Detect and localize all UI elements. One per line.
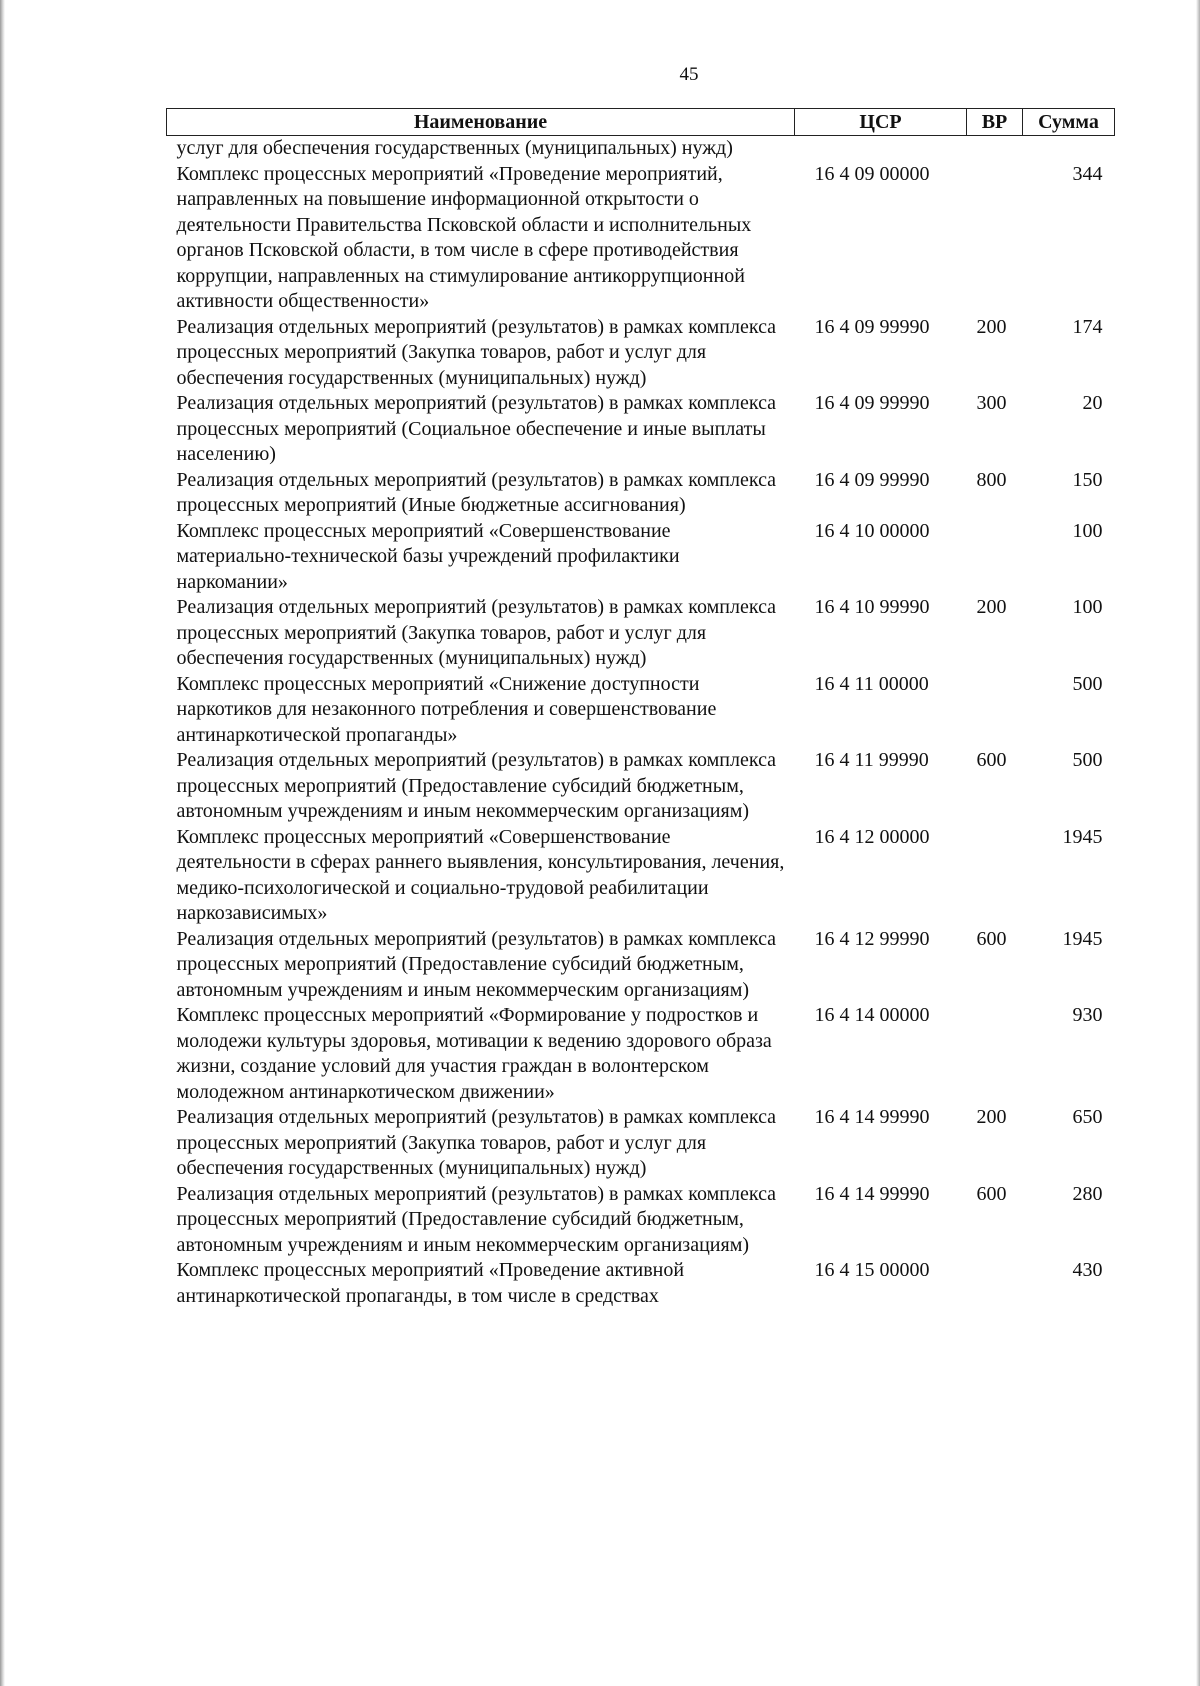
table-row bbox=[167, 468, 1115, 519]
budget-table bbox=[166, 108, 1115, 1309]
row-name: Реализация отдельных мероприятий (результатов) в рамках комплекса процессных мероприятий (Закупка товаров, работ и услуг для обеспечения государственных (муниципальных) нужд) bbox=[176, 315, 777, 389]
table-row bbox=[167, 825, 1115, 927]
table-header bbox=[167, 109, 1115, 136]
row-csr: 16 4 14 00000 bbox=[814, 1004, 930, 1026]
row-csr: 16 4 14 99990 bbox=[814, 1182, 930, 1205]
table-row bbox=[167, 519, 1115, 596]
row-vr bbox=[967, 825, 1023, 927]
row-csr: 16 4 10 00000 bbox=[814, 519, 930, 542]
table-row bbox=[167, 1003, 1115, 1105]
row-sum: 1945 bbox=[1062, 825, 1103, 848]
row-csr: 16 4 14 99990 bbox=[814, 1106, 930, 1128]
table-row bbox=[167, 595, 1115, 672]
row-csr: 16 4 11 00000 bbox=[814, 672, 929, 695]
row-sum: 344 bbox=[1072, 162, 1103, 185]
row-sum: 100 bbox=[1072, 596, 1103, 618]
table-row bbox=[167, 162, 1115, 315]
row-name: Комплекс процессных мероприятий «Совершенствование деятельности в сферах раннего выявления, консультирования, лечения, медико-психологической и социально-трудовой реабилитации наркозависимых» bbox=[176, 825, 785, 924]
row-sum: 150 bbox=[1072, 468, 1103, 491]
row-name: Реализация отдельных мероприятий (результатов) в рамках комплекса процессных мероприятий (Закупка товаров, работ и услуг для обеспечения государственных (муниципальных) нужд) bbox=[176, 1106, 777, 1179]
row-name: Реализация отдельных мероприятий (результатов) в рамках комплекса процессных мероприятий (Социальное обеспечение и иные выплаты населению) bbox=[176, 392, 777, 465]
row-vr bbox=[967, 1003, 1023, 1105]
row-sum: 100 bbox=[1072, 519, 1103, 542]
table-row bbox=[167, 672, 1115, 749]
header-name: Наименование bbox=[167, 109, 795, 136]
scan-edge-right bbox=[1196, 0, 1200, 1686]
row-csr: 16 4 12 00000 bbox=[814, 825, 930, 848]
row-vr bbox=[967, 1258, 1023, 1309]
row-sum: 650 bbox=[1072, 1106, 1103, 1128]
row-name: Комплекс процессных мероприятий «Совершенствование материально-технической базы учреждений профилактики наркомании» bbox=[176, 519, 680, 593]
row-csr: 16 4 09 99990 bbox=[814, 315, 930, 338]
row-csr: 16 4 12 99990 bbox=[814, 927, 930, 950]
row-sum: 430 bbox=[1072, 1259, 1103, 1281]
table-row bbox=[167, 391, 1115, 468]
header-row bbox=[167, 109, 1115, 136]
table-row bbox=[167, 748, 1115, 825]
row-name: Реализация отдельных мероприятий (результатов) в рамках комплекса процессных мероприятий (Предоставление субсидий бюджетным, автономным учреждениям и иным некоммерческим организациям) bbox=[176, 927, 777, 1001]
row-csr: 16 4 11 99990 bbox=[814, 749, 929, 771]
row-vr: 600 bbox=[976, 749, 1007, 771]
page-number: 45 bbox=[679, 64, 699, 85]
row-sum: 174 bbox=[1072, 315, 1103, 338]
row-vr: 200 bbox=[976, 596, 1007, 618]
row-vr: 800 bbox=[976, 468, 1007, 491]
row-vr bbox=[967, 136, 1023, 162]
table-row bbox=[167, 136, 1115, 162]
row-name: Реализация отдельных мероприятий (результатов) в рамках комплекса процессных мероприятий (Предоставление субсидий бюджетным, автономным учреждениям и иным некоммерческим организациям) bbox=[176, 749, 777, 822]
row-name: Реализация отдельных мероприятий (результатов) в рамках комплекса процессных мероприятий (Предоставление субсидий бюджетным, автономным учреждениям и иным некоммерческим организациям) bbox=[176, 1182, 777, 1256]
row-name: Комплекс процессных мероприятий «Проведение активной антинаркотической пропаганды, в том числе в средствах bbox=[176, 1259, 685, 1307]
row-name: услуг для обеспечения государственных (муниципальных) нужд) bbox=[176, 137, 733, 159]
table-row bbox=[167, 1182, 1115, 1259]
row-csr: 16 4 09 99990 bbox=[814, 468, 930, 491]
row-vr bbox=[967, 519, 1023, 596]
row-sum bbox=[1023, 136, 1115, 162]
row-csr: 16 4 09 99990 bbox=[814, 392, 930, 414]
row-name: Комплекс процессных мероприятий «Формирование у подростков и молодежи культуры здоровья, мотивации к ведению здорового образа жизни, создание условий для участия граждан в волонтерском молодежном антинаркотическом движении» bbox=[176, 1004, 772, 1103]
table-row bbox=[167, 1105, 1115, 1182]
row-vr: 200 bbox=[976, 315, 1007, 338]
row-name: Реализация отдельных мероприятий (результатов) в рамках комплекса процессных мероприятий (Иные бюджетные ассигнования) bbox=[176, 468, 777, 516]
header-sum: Сумма bbox=[1023, 109, 1115, 136]
row-sum: 500 bbox=[1072, 749, 1103, 771]
row-sum: 930 bbox=[1072, 1004, 1103, 1026]
row-sum: 1945 bbox=[1062, 927, 1103, 950]
row-csr: 16 4 15 00000 bbox=[814, 1259, 930, 1281]
header-vr: ВР bbox=[967, 109, 1023, 136]
row-vr: 600 bbox=[976, 927, 1007, 950]
table-row bbox=[167, 927, 1115, 1004]
row-vr bbox=[967, 162, 1023, 315]
row-csr: 16 4 10 99990 bbox=[814, 596, 930, 618]
table-body bbox=[167, 136, 1115, 1310]
row-csr bbox=[795, 136, 967, 162]
row-sum: 280 bbox=[1072, 1182, 1103, 1205]
table-row bbox=[167, 1258, 1115, 1309]
page-number-container bbox=[0, 64, 1200, 86]
row-name: Комплекс процессных мероприятий «Снижение доступности наркотиков для незаконного потребления и совершенствование антинаркотической пропаганды» bbox=[176, 672, 717, 746]
row-vr: 600 bbox=[976, 1182, 1007, 1205]
table-row bbox=[167, 315, 1115, 392]
row-name: Комплекс процессных мероприятий «Проведение мероприятий, направленных на повышение информационной открытости о деятельности Правительства Псковской области и исполнительных органов Псковской области, в том числе в сфере противодействия коррупции, направленных на стимулирование антикоррупционной активности общественности» bbox=[176, 162, 752, 312]
row-vr bbox=[967, 672, 1023, 749]
row-name: Реализация отдельных мероприятий (результатов) в рамках комплекса процессных мероприятий (Закупка товаров, работ и услуг для обеспечения государственных (муниципальных) нужд) bbox=[176, 596, 777, 669]
row-vr: 300 bbox=[976, 392, 1007, 414]
row-vr: 200 bbox=[976, 1106, 1007, 1128]
scan-edge-left bbox=[0, 0, 5, 1686]
row-sum: 20 bbox=[1082, 392, 1103, 414]
row-sum: 500 bbox=[1072, 672, 1103, 695]
header-csr: ЦСР bbox=[795, 109, 967, 136]
row-csr: 16 4 09 00000 bbox=[814, 162, 930, 185]
